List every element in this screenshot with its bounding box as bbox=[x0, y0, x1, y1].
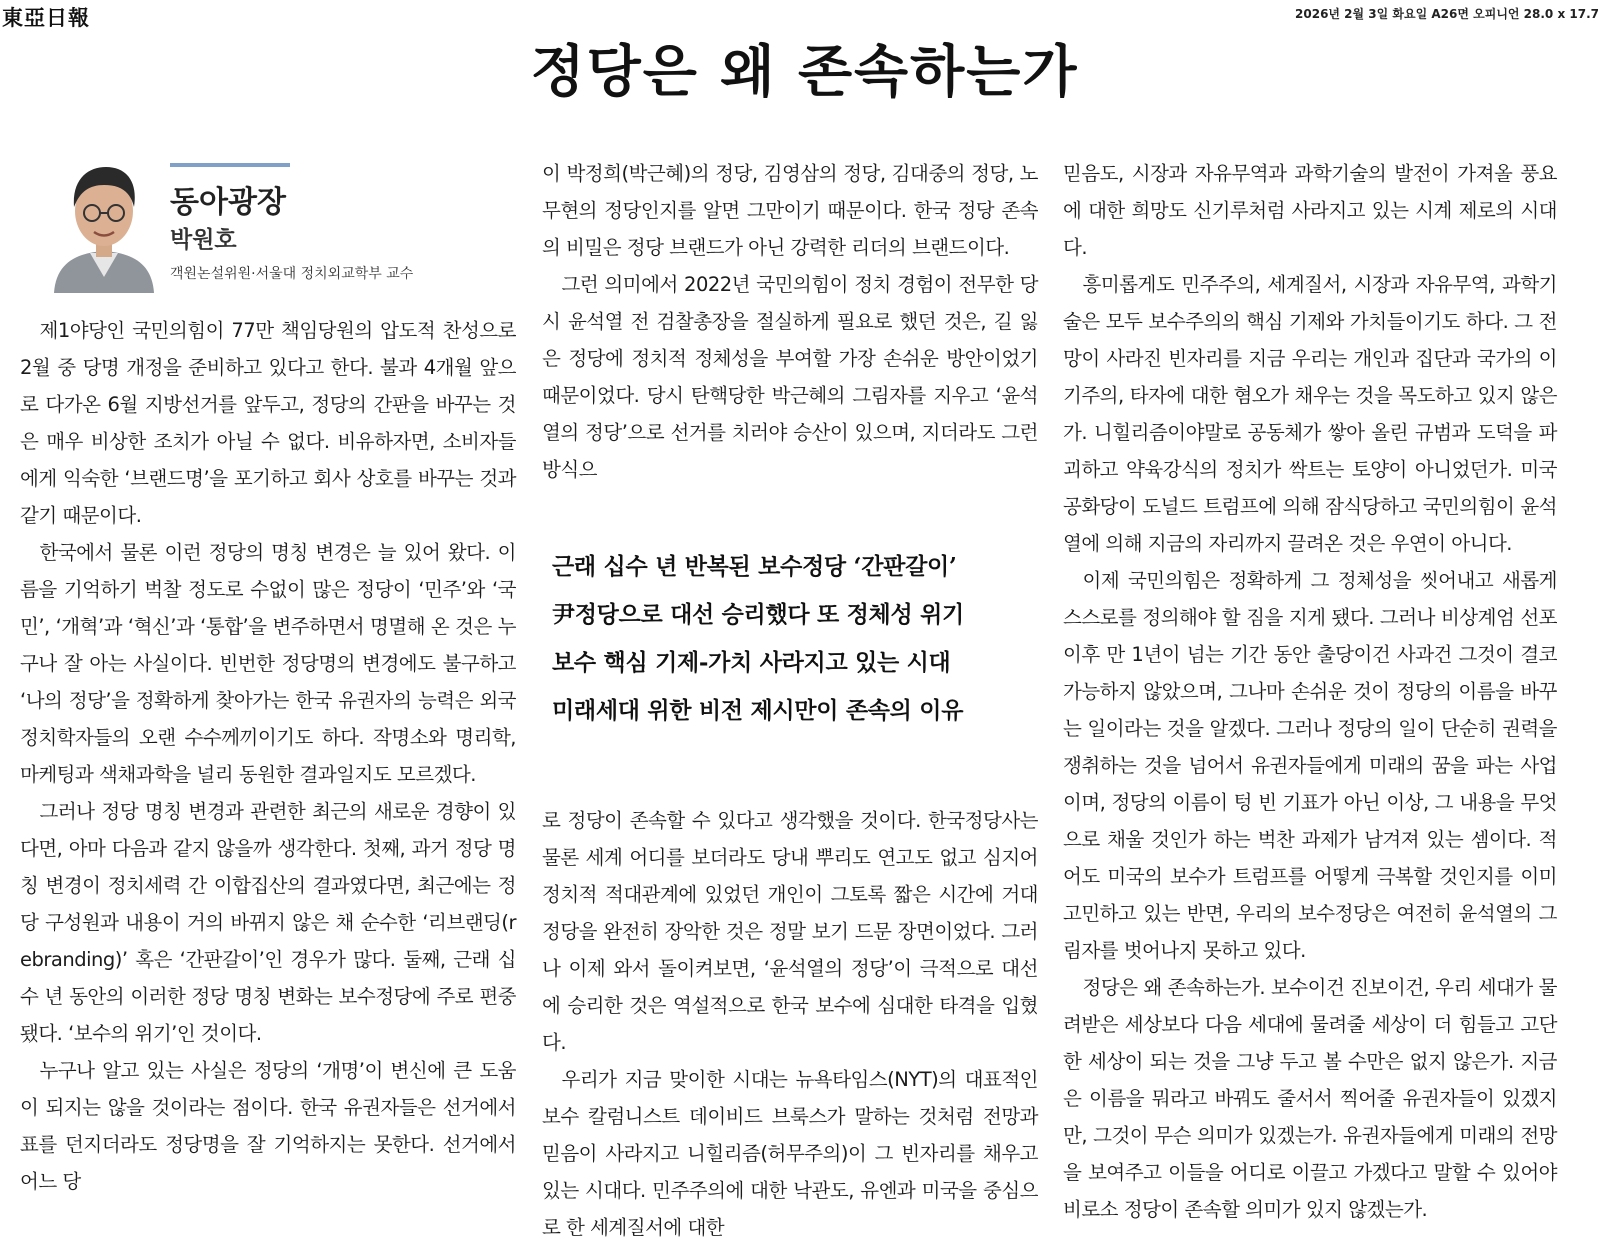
article-column-2 bbox=[542, 155, 1038, 1246]
paragraph: 믿음도, 시장과 자유무역과 과학기술의 발전이 가져올 풍요에 대한 희망도 신기루처럼 사라지고 있는 시계 제로의 시대다. bbox=[1063, 162, 1557, 259]
article-column-3 bbox=[1063, 155, 1557, 1228]
paragraph: 한국에서 물론 이런 정당의 명칭 변경은 늘 있어 왔다. 이름을 기억하기 벅찰 정도로 수없이 많은 정당이 ‘민주’와 ‘국민’, ‘개혁’과 ‘혁신’과 ‘통합’을 변주하면서 명멸해 온 것은 누구나 잘 아는 사실이다. 빈번한 정당명의 변경에도 불구하고 ‘나의 정당’을 정확하게 찾아가는 한국 유권자의 능력은 외국 정치학자들의 오랜 수수께끼이기도 하다. 작명소와 명리학, 마케팅과 색채과학을 널리 동원한 결과일지도 모르겠다. bbox=[20, 541, 516, 786]
pull-quote-line: 근래 십수 년 반복된 보수정당 ‘간판갈이’ bbox=[552, 553, 957, 580]
pull-quote bbox=[542, 543, 1038, 735]
author-role: 객원논설위원·서울대 정치외교학부 교수 bbox=[170, 266, 414, 282]
paragraph: 그러나 정당 명칭 변경과 관련한 최근의 새로운 경향이 있다면, 아마 다음과 같지 않을까 생각한다. 첫째, 과거 정당 명칭 변경이 정치세력 간 이합집산의 결과였다면, 최근에는 정당 구성원과 내용이 거의 바뀌지 않은 채 순수한 ‘리브랜딩(rebranding)’ 혹은 ‘간판갈이’인 경우가 많다. 둘째, 근래 십수 년 동안의 이러한 정당 명칭 변화는 보수정당에 주로 편중됐다. ‘보수의 위기’인 것이다. bbox=[20, 800, 516, 1045]
paragraph: 우리가 지금 맞이한 시대는 뉴욕타임스(NYT)의 대표적인 보수 칼럼니스트 데이비드 브룩스가 말하는 것처럼 전망과 믿음이 사라지고 니힐리즘(허무주의)이 그 빈자리를 채우고 있는 시대다. 민주주의에 대한 낙관도, 유엔과 미국을 중심으로 한 세계질서에 대한 bbox=[542, 1068, 1038, 1239]
publication-info: 2026년 2월 3일 화요일 A26면 오피니언 28.0 x 17.7 bbox=[1295, 7, 1599, 21]
paragraph: 로 정당이 존속할 수 있다고 생각했을 것이다. 한국정당사는 물론 세계 어디를 보더라도 당내 뿌리도 연고도 없고 심지어 정치적 적대관계에 있었던 개인이 그토록 짧은 시간에 거대 정당을 완전히 장악한 것은 정말 보기 드문 장면이었다. 그러나 이제 와서 돌이켜보면, ‘윤석열의 정당’이 극적으로 대선에 승리한 것은 역설적으로 한국 보수에 심대한 타격을 입혔다. bbox=[542, 809, 1038, 1054]
paragraph: 이제 국민의힘은 정확하게 그 정체성을 씻어내고 새롭게 스스로를 정의해야 할 짐을 지게 됐다. 그러나 비상계엄 선포 이후 만 1년이 넘는 기간 동안 출당이건 사과건 그것이 결코 가능하지 않았으며, 그나마 손쉬운 것이 정당의 이름을 바꾸는 일이라는 것을 알겠다. 그러나 정당의 일이 단순히 권력을 쟁취하는 것을 넘어서 유권자들에게 미래의 꿈을 파는 사업이며, 정당의 이름이 텅 빈 기표가 아닌 이상, 그 내용을 무엇으로 채울 것인가 하는 벅찬 과제가 남겨져 있는 셈이다. 적어도 미국의 보수가 트럼프를 어떻게 극복할 것인지를 이미 고민하고 있는 반면, 우리의 보수정당은 여전히 윤석열의 그림자를 벗어나지 못하고 있다. bbox=[1063, 569, 1557, 962]
article-column-1 bbox=[20, 155, 516, 1200]
author-photo bbox=[50, 155, 158, 293]
pull-quote-line: 미래세대 위한 비전 제시만이 존속의 이유 bbox=[552, 697, 964, 724]
paragraph: 제1야당인 국민의힘이 77만 책임당원의 압도적 찬성으로 2월 중 당명 개정을 준비하고 있다고 한다. 불과 4개월 앞으로 다가온 6월 지방선거를 앞두고, 정당의 간판을 바꾸는 것은 매우 비상한 조치가 아닐 수 없다. 비유하자면, 소비자들에게 익숙한 ‘브랜드명’을 포기하고 회사 상호를 바꾸는 것과 같기 때문이다. bbox=[20, 319, 516, 527]
pull-quote-line: 보수 핵심 기제-가치 사라지고 있는 시대 bbox=[552, 649, 951, 676]
byline-block bbox=[20, 155, 516, 312]
paragraph: 이 박정희(박근혜)의 정당, 김영삼의 정당, 김대중의 정당, 노무현의 정당인지를 알면 그만이기 때문이다. 한국 정당 존속의 비밀은 정당 브랜드가 아닌 강력한 리더의 브랜드이다. bbox=[542, 162, 1038, 259]
article-headline: 정당은 왜 존속하는가 bbox=[530, 40, 1079, 105]
paragraph: 그런 의미에서 2022년 국민의힘이 정치 경험이 전무한 당시 윤석열 전 검찰총장을 절실하게 필요로 했던 것은, 길 잃은 정당에 정치적 정체성을 부여할 가장 손쉬운 방안이었기 때문이었다. 당시 탄핵당한 박근혜의 그림자를 지우고 ‘윤석열의 정당’으로 선거를 치러야 승산이 있으며, 지더라도 그런 방식으 bbox=[542, 273, 1038, 481]
paragraph: 정당은 왜 존속하는가. 보수이건 진보이건, 우리 세대가 물려받은 세상보다 다음 세대에 물려줄 세상이 더 힘들고 고단한 세상이 되는 것을 그냥 두고 볼 수만은 없지 않은가. 지금은 이름을 뭐라고 바꿔도 줄서서 찍어줄 유권자들이 있겠지만, 그것이 무슨 의미가 있겠는가. 유권자들에게 미래의 전망을 보여주고 이들을 어디로 이끌고 가겠다고 말할 수 있어야 비로소 정당이 존속할 의미가 있지 않겠는가. bbox=[1063, 976, 1557, 1221]
author-name: 박원호 bbox=[170, 227, 237, 253]
byline-accent-rule bbox=[170, 163, 290, 167]
newspaper-masthead: 東亞日報 bbox=[2, 5, 90, 30]
paragraph: 누구나 알고 있는 사실은 정당의 ‘개명’이 변신에 큰 도움이 되지는 않을 것이라는 점이다. 한국 유권자들은 선거에서 표를 던지더라도 정당명을 잘 기억하지는 못한다. 선거에서 어느 당 bbox=[20, 1059, 516, 1193]
paragraph: 흥미롭게도 민주주의, 세계질서, 시장과 자유무역, 과학기술은 모두 보수주의의 핵심 기제와 가치들이기도 하다. 그 전망이 사라진 빈자리를 지금 우리는 개인과 집단과 국가의 이기주의, 타자에 대한 혐오가 채우는 것을 목도하고 있지 않은가. 니힐리즘이야말로 공동체가 쌓아 올린 규범과 도덕을 파괴하고 약육강식의 정치가 싹트는 토양이 아니었던가. 미국 공화당이 도널드 트럼프에 의해 잠식당하고 국민의힘이 윤석열에 의해 지금의 자리까지 끌려온 것은 우연이 아니다. bbox=[1063, 273, 1557, 555]
pull-quote-line: 尹정당으로 대선 승리했다 또 정체성 위기 bbox=[552, 601, 964, 628]
column-name: 동아광장 bbox=[170, 185, 286, 220]
